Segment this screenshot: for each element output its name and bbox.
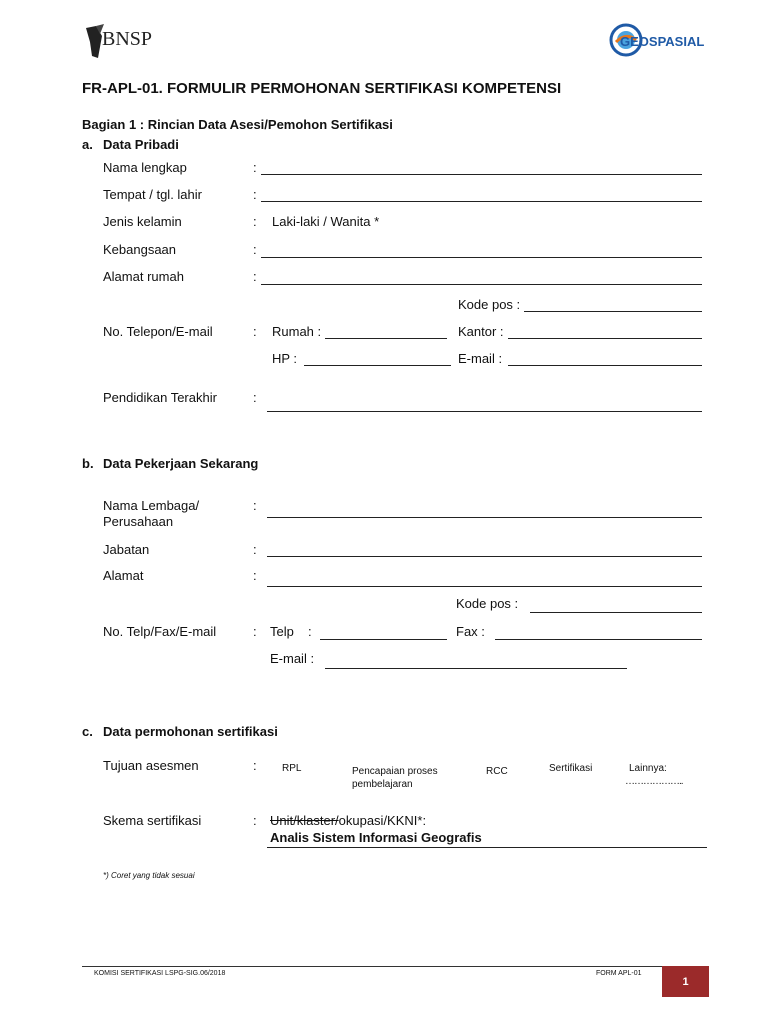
geospasial-logo: [604, 20, 704, 60]
colon: :: [253, 160, 257, 175]
colon: :: [253, 568, 257, 583]
label-fax: Fax :: [456, 624, 485, 639]
input-alamat-kantor[interactable]: [267, 586, 702, 587]
colon: :: [253, 498, 257, 513]
input-email[interactable]: [508, 365, 702, 366]
bnsp-logo: [82, 22, 162, 62]
label-tujuan-asesmen: Tujuan asesmen: [103, 758, 199, 773]
label-alamat-kantor: Alamat: [103, 568, 144, 583]
label-skema-sertifikasi: Skema sertifikasi: [103, 813, 202, 828]
label-nama-lengkap: Nama lengkap: [103, 160, 187, 175]
telp-colon: :: [308, 624, 312, 639]
label-pendidikan-terakhir: Pendidikan Terakhir: [103, 390, 217, 405]
skema-type: [270, 813, 426, 828]
input-kode-pos[interactable]: [524, 311, 702, 312]
section1-heading: Bagian 1 : Rincian Data Asesi/Pemohon Sertifikasi: [82, 117, 393, 132]
colon: :: [253, 269, 257, 284]
colon: :: [253, 242, 257, 257]
label-alamat-rumah: Alamat rumah: [103, 269, 184, 284]
label-telepon-email: No. Telepon/E-mail: [103, 324, 213, 339]
label-kode-pos-kantor: Kode pos :: [456, 596, 519, 611]
section-c-title: Data permohonan sertifikasi: [103, 724, 278, 739]
section-b-title: Data Pekerjaan Sekarang: [103, 456, 259, 471]
input-jabatan[interactable]: [267, 556, 702, 557]
input-tempat-tgl-lahir[interactable]: [261, 201, 702, 202]
label-email-kantor: E-mail :: [270, 651, 315, 666]
label-telp: Telp: [270, 624, 294, 639]
footer-rule: [82, 966, 662, 967]
option-pencapaian[interactable]: Pencapaian proses: [352, 766, 438, 777]
colon: :: [253, 187, 257, 202]
label-rumah: Rumah :: [272, 324, 322, 339]
input-kantor[interactable]: [508, 338, 702, 339]
note-coret: *) Coret yang tidak sesuai: [103, 871, 195, 880]
input-fax[interactable]: [495, 639, 702, 640]
input-nama-lembaga[interactable]: [267, 517, 702, 518]
colon: :: [253, 324, 257, 339]
colon: :: [253, 813, 257, 828]
label-kebangsaan: Kebangsaan: [103, 242, 177, 257]
label-kantor: Kantor :: [458, 324, 504, 339]
section-a-title: Data Pribadi: [103, 137, 179, 152]
colon: :: [253, 624, 257, 639]
input-email-kantor[interactable]: [325, 668, 627, 669]
label-tempat-tgl-lahir: Tempat / tgl. lahir: [103, 187, 202, 202]
section-a-marker: a.: [82, 137, 93, 152]
label-hp: HP :: [272, 351, 298, 366]
label-kode-pos: Kode pos :: [458, 297, 521, 312]
footer-right-text: FORM APL-01: [596, 970, 642, 977]
skema-value[interactable]: Analis Sistem Informasi Geografis: [270, 830, 482, 845]
skema-strike-text: Unit/klaster/: [270, 813, 339, 828]
value-jenis-kelamin[interactable]: Laki-laki / Wanita *: [272, 214, 380, 229]
lainnya-dots[interactable]: ………………..: [625, 776, 683, 787]
label-telp-fax-email: No. Telp/Fax/E-mail: [103, 624, 217, 639]
input-alamat-rumah[interactable]: [261, 284, 702, 285]
input-nama-lengkap[interactable]: [261, 174, 702, 175]
input-telp[interactable]: [320, 639, 447, 640]
label-email: E-mail :: [458, 351, 503, 366]
input-kode-pos-kantor[interactable]: [530, 612, 702, 613]
bnsp-logo-text: BNSP: [102, 28, 153, 50]
section-c-marker: c.: [82, 724, 93, 739]
label-jenis-kelamin: Jenis kelamin: [103, 214, 182, 229]
option-lainnya[interactable]: Lainnya:: [629, 763, 667, 774]
label-nama-lembaga: Nama Lembaga/: [103, 498, 200, 513]
skema-rest-text: okupasi/KKNI*:: [338, 813, 427, 828]
form-title: FR-APL-01. FORMULIR PERMOHONAN SERTIFIKASI KOMPETENSI: [82, 80, 562, 97]
colon: :: [253, 542, 257, 557]
skema-underline: [267, 847, 707, 848]
colon: :: [253, 214, 257, 229]
colon: :: [253, 390, 257, 405]
label-jabatan: Jabatan: [103, 542, 150, 557]
colon: :: [253, 758, 257, 773]
geospasial-logo-text: GEOSPASIAL: [620, 34, 705, 49]
option-rcc[interactable]: RCC: [486, 766, 508, 777]
label-perusahaan: Perusahaan: [103, 514, 174, 529]
page-number: 1: [662, 966, 709, 997]
option-rpl[interactable]: RPL: [282, 763, 302, 774]
option-sertifikasi[interactable]: Sertifikasi: [549, 763, 593, 774]
input-kebangsaan[interactable]: [261, 257, 702, 258]
input-rumah[interactable]: [325, 338, 447, 339]
section-b-marker: b.: [82, 456, 94, 471]
footer-left-text: KOMISI SERTIFIKASI LSPG-SIG.06/2018: [94, 970, 226, 977]
option-pencapaian-line2: pembelajaran: [352, 779, 413, 790]
input-pendidikan-terakhir[interactable]: [267, 411, 702, 412]
input-hp[interactable]: [304, 365, 451, 366]
